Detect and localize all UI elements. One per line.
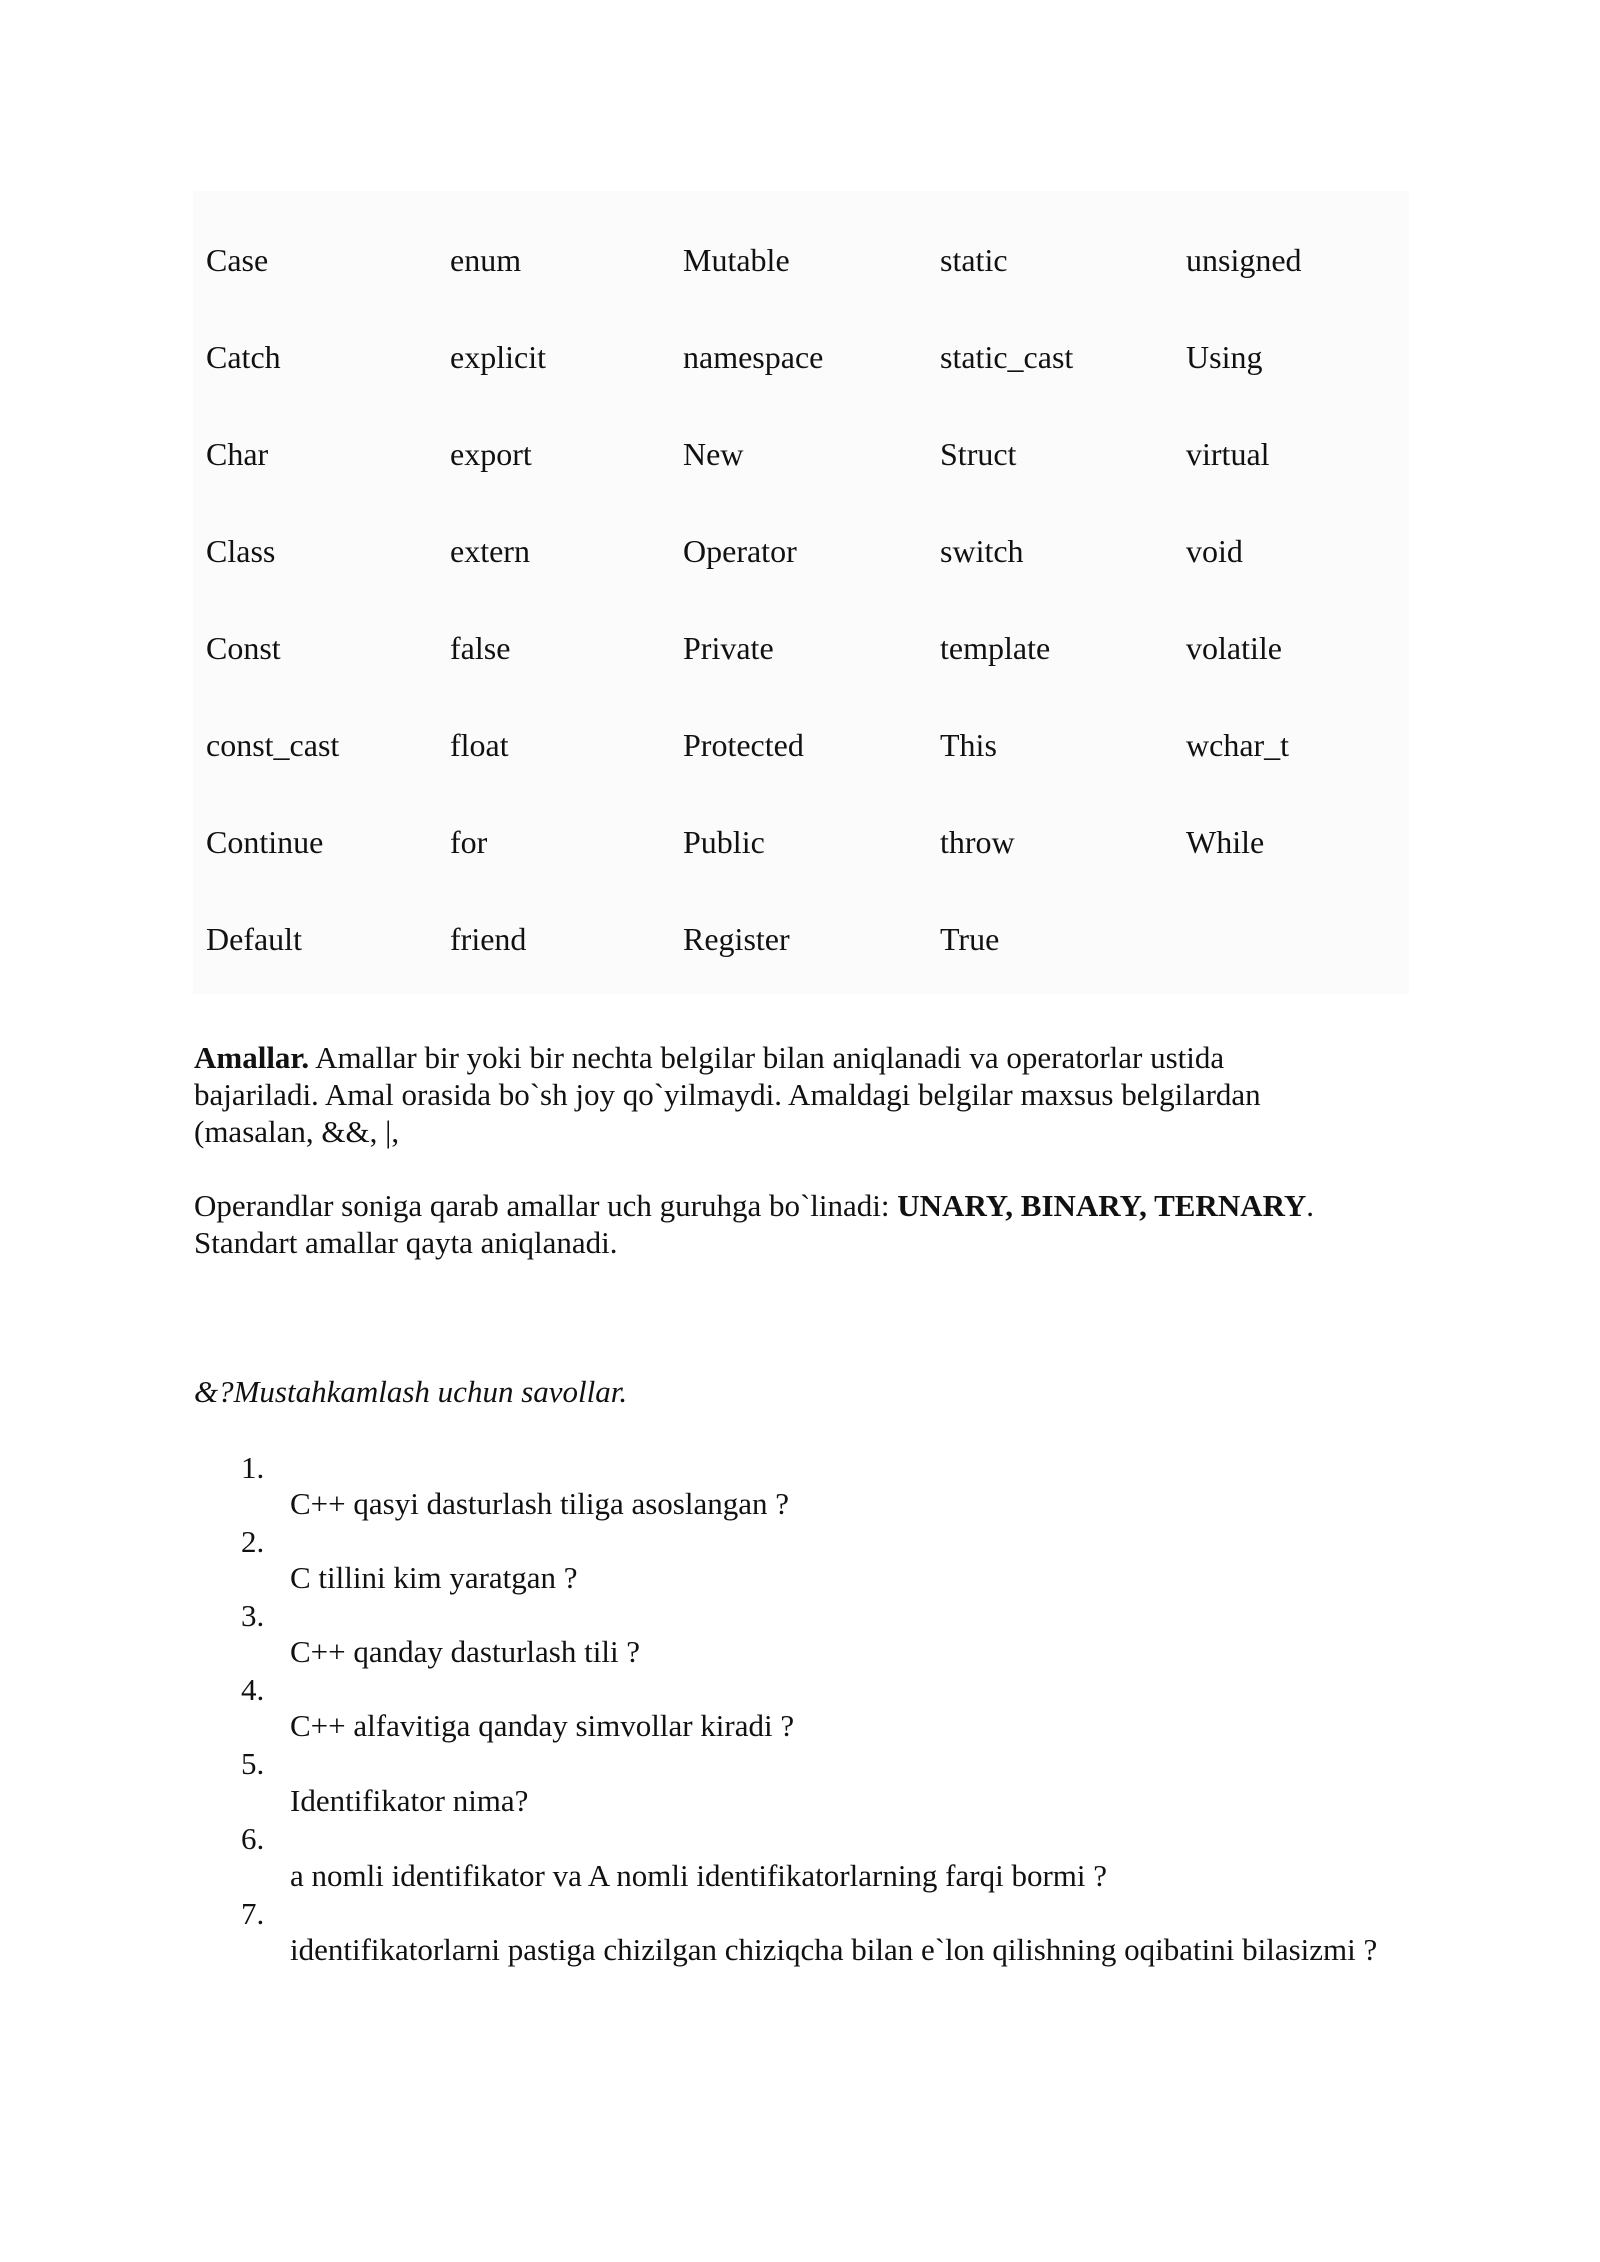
questions-heading: &?Mustahkamlash uchun savollar. (194, 1374, 628, 1409)
table-cell: True (940, 921, 1000, 957)
table-cell: for (450, 824, 488, 860)
list-item-text: Identifikator nima? (290, 1783, 529, 1818)
paragraph-text: Operandlar soniga qarab amallar uch guruhga bo`linadi: (194, 1188, 898, 1223)
list-item-number: 6. (241, 1821, 265, 1856)
table-cell: Mutable (683, 242, 790, 278)
list-item-text: C++ alfavitiga qanday simvollar kiradi ? (290, 1708, 795, 1743)
table-cell: static_cast (940, 339, 1074, 375)
table-row (193, 531, 1409, 591)
table-row (193, 919, 1409, 979)
list-item-text: C++ qanday dasturlash tili ? (290, 1634, 641, 1669)
paragraph-text: . (1306, 1188, 1315, 1223)
table-cell: Struct (940, 436, 1017, 472)
table-row (193, 822, 1409, 882)
paragraph-line: bajariladi. Amal orasida bo`sh joy qo`yilmaydi. Amaldagi belgilar maxsus belgilardan (194, 1077, 1261, 1112)
table-cell: float (450, 727, 509, 763)
table-cell: wchar_t (1186, 727, 1290, 763)
table-cell: friend (450, 921, 527, 957)
table-row (193, 434, 1409, 494)
table-cell: Const (206, 630, 281, 666)
table-cell: Using (1186, 339, 1263, 375)
table-cell: unsigned (1186, 242, 1302, 278)
table-cell: export (450, 436, 532, 472)
list-item-number: 4. (241, 1672, 265, 1707)
table-cell: Catch (206, 339, 281, 375)
table-cell: New (683, 436, 744, 472)
list-item-text: C tillini kim yaratgan ? (290, 1560, 578, 1595)
table-cell: Register (683, 921, 790, 957)
keywords-table (193, 191, 1409, 994)
table-cell: Public (683, 824, 765, 860)
table-row (193, 628, 1409, 688)
table-cell: Case (206, 242, 269, 278)
list-item-text: a nomli identifikator va A nomli identifikatorlarning farqi bormi ? (290, 1858, 1108, 1893)
list-item-text: C++ qasyi dasturlash tiliga asoslangan ? (290, 1486, 790, 1521)
table-cell: false (450, 630, 511, 666)
paragraph-line (194, 1039, 1414, 1076)
operandlar-paragraph (194, 1187, 1414, 1261)
table-cell: virtual (1186, 436, 1270, 472)
table-cell: Private (683, 630, 774, 666)
operator-groups: UNARY, BINARY, TERNARY (897, 1188, 1307, 1223)
table-cell: Class (206, 533, 276, 569)
table-cell: enum (450, 242, 522, 278)
table-cell: explicit (450, 339, 546, 375)
table-cell: switch (940, 533, 1024, 569)
paragraph-line: (masalan, &&, |, (194, 1114, 400, 1149)
table-cell: template (940, 630, 1051, 666)
table-row (193, 240, 1409, 300)
paragraph-text: Amallar bir yoki bir nechta belgilar bilan aniqlanadi va operatorlar ustida (309, 1040, 1225, 1075)
paragraph-line (194, 1187, 1414, 1224)
table-cell: volatile (1186, 630, 1282, 666)
table-cell: extern (450, 533, 530, 569)
table-cell: Operator (683, 533, 797, 569)
table-cell: Protected (683, 727, 804, 763)
table-cell: void (1186, 533, 1243, 569)
table-cell: Char (206, 436, 269, 472)
table-cell: throw (940, 824, 1015, 860)
table-cell: This (940, 727, 997, 763)
table-cell: While (1186, 824, 1265, 860)
table-row (193, 725, 1409, 785)
table-cell: const_cast (206, 727, 340, 763)
table-cell: namespace (683, 339, 824, 375)
table-cell: static (940, 242, 1008, 278)
table-row (193, 337, 1409, 397)
paragraph-line: Standart amallar qayta aniqlanadi. (194, 1225, 618, 1260)
list-item-number: 2. (241, 1524, 265, 1559)
amallar-paragraph (194, 1039, 1414, 1150)
table-cell: Continue (206, 824, 324, 860)
list-item-number: 1. (241, 1450, 265, 1485)
amallar-title: Amallar. (194, 1040, 310, 1075)
list-item-number: 3. (241, 1598, 265, 1633)
list-item-text: identifikatorlarni pastiga chizilgan chiziqcha bilan e`lon qilishning oqibatini bilasizmi ? (290, 1932, 1378, 1967)
table-cell: Default (206, 921, 302, 957)
list-item-number: 7. (241, 1896, 265, 1931)
list-item-number: 5. (241, 1746, 265, 1781)
